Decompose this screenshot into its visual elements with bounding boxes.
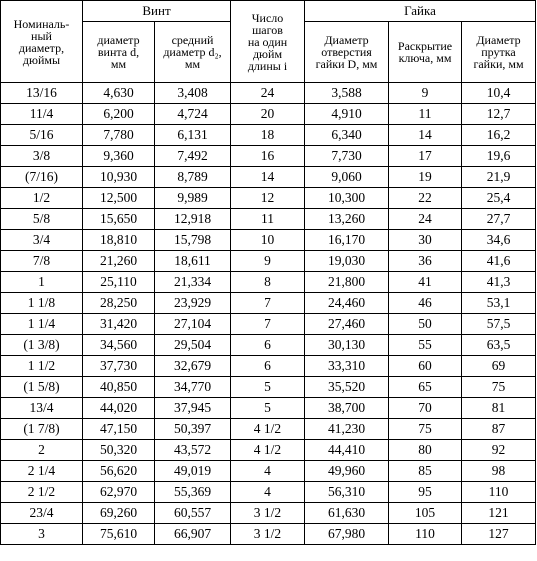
screw-outer-diameter-cell: 9,360: [83, 146, 155, 167]
screw-outer-diameter-cell: 6,200: [83, 104, 155, 125]
table-row: [1, 440, 536, 461]
screw-mean-diameter-cell: 23,929: [155, 293, 231, 314]
nut-bar-diameter-cell: 110: [462, 482, 536, 503]
wrench-opening-cell: 75: [389, 419, 462, 440]
nominal-diameter-cell: 1 1/2: [1, 356, 83, 377]
nominal-diameter-header: Номиналь- ный диаметр, дюймы: [1, 1, 83, 83]
screw-mean-diameter-cell: 43,572: [155, 440, 231, 461]
wrench-opening-cell: 85: [389, 461, 462, 482]
nut-group-header: Гайка: [305, 1, 536, 22]
nut-hole-diameter-cell: 9,060: [305, 167, 389, 188]
nut-bar-diameter-cell: 92: [462, 440, 536, 461]
threads-per-inch-cell: 14: [231, 167, 305, 188]
nut-bar-diameter-cell: 25,4: [462, 188, 536, 209]
wrench-opening-cell: 17: [389, 146, 462, 167]
table-row: [1, 209, 536, 230]
screw-outer-diameter-header: диаметр винта d, мм: [83, 22, 155, 83]
nut-hole-diameter-cell: 56,310: [305, 482, 389, 503]
nominal-diameter-cell: 2: [1, 440, 83, 461]
threads-per-inch-cell: 7: [231, 293, 305, 314]
nominal-diameter-cell: 7/8: [1, 251, 83, 272]
nut-bar-diameter-cell: 41,6: [462, 251, 536, 272]
nut-hole-diameter-cell: 49,960: [305, 461, 389, 482]
screw-outer-diameter-cell: 40,850: [83, 377, 155, 398]
nut-hole-diameter-cell: 13,260: [305, 209, 389, 230]
nut-hole-diameter-cell: 67,980: [305, 524, 389, 545]
wrench-opening-cell: 110: [389, 524, 462, 545]
screw-outer-diameter-cell: 7,780: [83, 125, 155, 146]
table-row: [1, 377, 536, 398]
threads-per-inch-cell: 3 1/2: [231, 524, 305, 545]
nut-bar-diameter-cell: 53,1: [462, 293, 536, 314]
screw-outer-diameter-cell: 31,420: [83, 314, 155, 335]
nut-hole-diameter-cell: 41,230: [305, 419, 389, 440]
threads-per-inch-cell: 5: [231, 377, 305, 398]
screw-mean-diameter-cell: 8,789: [155, 167, 231, 188]
threads-per-inch-cell: 20: [231, 104, 305, 125]
screw-outer-diameter-cell: 69,260: [83, 503, 155, 524]
wrench-opening-cell: 11: [389, 104, 462, 125]
nut-hole-diameter-cell: 10,300: [305, 188, 389, 209]
table-row: [1, 461, 536, 482]
nut-bar-diameter-cell: 57,5: [462, 314, 536, 335]
nominal-diameter-cell: 1: [1, 272, 83, 293]
screw-mean-diameter-cell: 50,397: [155, 419, 231, 440]
table-row: [1, 230, 536, 251]
table-row: [1, 503, 536, 524]
nominal-diameter-cell: (1 3/8): [1, 335, 83, 356]
screw-mean-diameter-cell: 21,334: [155, 272, 231, 293]
table-row: [1, 524, 536, 545]
screw-mean-diameter-cell: 7,492: [155, 146, 231, 167]
screw-mean-diameter-cell: 3,408: [155, 83, 231, 104]
nut-hole-diameter-cell: 4,910: [305, 104, 389, 125]
threads-per-inch-cell: 4 1/2: [231, 440, 305, 461]
screw-mean-diameter-cell: 29,504: [155, 335, 231, 356]
threads-per-inch-cell: 9: [231, 251, 305, 272]
nominal-diameter-cell: 13/4: [1, 398, 83, 419]
nominal-diameter-cell: 5/16: [1, 125, 83, 146]
threads-per-inch-cell: 4: [231, 482, 305, 503]
nut-bar-diameter-header: Диаметр прутка гайки, мм: [462, 22, 536, 83]
wrench-opening-cell: 22: [389, 188, 462, 209]
wrench-opening-cell: 55: [389, 335, 462, 356]
screw-outer-diameter-cell: 34,560: [83, 335, 155, 356]
screw-mean-diameter-cell: 49,019: [155, 461, 231, 482]
nominal-diameter-cell: 2 1/4: [1, 461, 83, 482]
screw-mean-diameter-cell: 37,945: [155, 398, 231, 419]
nut-bar-diameter-cell: 98: [462, 461, 536, 482]
nut-hole-diameter-cell: 7,730: [305, 146, 389, 167]
nominal-diameter-cell: 3: [1, 524, 83, 545]
threads-per-inch-cell: 18: [231, 125, 305, 146]
table-row: [1, 419, 536, 440]
nut-bar-diameter-cell: 69: [462, 356, 536, 377]
nominal-diameter-cell: 1 1/8: [1, 293, 83, 314]
screw-outer-diameter-cell: 47,150: [83, 419, 155, 440]
threads-per-inch-cell: 11: [231, 209, 305, 230]
wrench-opening-cell: 19: [389, 167, 462, 188]
table-row: [1, 83, 536, 104]
table-row: [1, 335, 536, 356]
screw-group-header: Винт: [83, 1, 231, 22]
nut-hole-diameter-cell: 38,700: [305, 398, 389, 419]
wrench-opening-cell: 70: [389, 398, 462, 419]
threads-per-inch-header: Число шагов на один дюйм длины i: [231, 1, 305, 83]
threads-per-inch-cell: 12: [231, 188, 305, 209]
threads-per-inch-cell: 16: [231, 146, 305, 167]
screw-mean-diameter-cell: 60,557: [155, 503, 231, 524]
wrench-opening-cell: 80: [389, 440, 462, 461]
nut-hole-diameter-cell: 35,520: [305, 377, 389, 398]
wrench-opening-cell: 65: [389, 377, 462, 398]
nominal-diameter-cell: 3/4: [1, 230, 83, 251]
nut-bar-diameter-cell: 12,7: [462, 104, 536, 125]
nut-hole-diameter-cell: 24,460: [305, 293, 389, 314]
nominal-diameter-cell: 1/2: [1, 188, 83, 209]
screw-mean-diameter-cell: 15,798: [155, 230, 231, 251]
threads-per-inch-cell: 6: [231, 335, 305, 356]
table-row: [1, 398, 536, 419]
nut-hole-diameter-cell: 3,588: [305, 83, 389, 104]
nut-hole-diameter-cell: 33,310: [305, 356, 389, 377]
nut-bar-diameter-cell: 34,6: [462, 230, 536, 251]
threads-per-inch-cell: 10: [231, 230, 305, 251]
nut-bar-diameter-cell: 41,3: [462, 272, 536, 293]
threads-per-inch-cell: 8: [231, 272, 305, 293]
wrench-opening-header: Раскрытие ключа, мм: [389, 22, 462, 83]
screw-outer-diameter-cell: 25,110: [83, 272, 155, 293]
nut-hole-diameter-cell: 30,130: [305, 335, 389, 356]
nominal-diameter-cell: (1 7/8): [1, 419, 83, 440]
wrench-opening-cell: 41: [389, 272, 462, 293]
threads-per-inch-cell: 6: [231, 356, 305, 377]
screw-mean-diameter-cell: 34,770: [155, 377, 231, 398]
screw-mean-diameter-cell: 27,104: [155, 314, 231, 335]
wrench-opening-cell: 9: [389, 83, 462, 104]
nominal-diameter-cell: 5/8: [1, 209, 83, 230]
table-row: [1, 146, 536, 167]
threads-per-inch-cell: 24: [231, 83, 305, 104]
table-row: [1, 356, 536, 377]
nut-bar-diameter-cell: 19,6: [462, 146, 536, 167]
nut-bar-diameter-cell: 63,5: [462, 335, 536, 356]
nominal-diameter-cell: 2 1/2: [1, 482, 83, 503]
screw-outer-diameter-cell: 4,630: [83, 83, 155, 104]
header-row-groups: [1, 1, 536, 22]
screw-outer-diameter-cell: 56,620: [83, 461, 155, 482]
nut-hole-diameter-cell: 27,460: [305, 314, 389, 335]
screw-outer-diameter-cell: 37,730: [83, 356, 155, 377]
nominal-diameter-cell: 1 1/4: [1, 314, 83, 335]
wrench-opening-cell: 50: [389, 314, 462, 335]
nut-hole-diameter-cell: 61,630: [305, 503, 389, 524]
threads-per-inch-cell: 4: [231, 461, 305, 482]
screw-mean-diameter-cell: 66,907: [155, 524, 231, 545]
screw-outer-diameter-cell: 18,810: [83, 230, 155, 251]
screw-mean-diameter-cell: 18,611: [155, 251, 231, 272]
wrench-opening-cell: 60: [389, 356, 462, 377]
table-row: [1, 251, 536, 272]
wrench-opening-cell: 105: [389, 503, 462, 524]
screw-outer-diameter-cell: 75,610: [83, 524, 155, 545]
screw-mean-diameter-header: средний диаметр d₂, мм: [155, 22, 231, 83]
screw-outer-diameter-cell: 44,020: [83, 398, 155, 419]
screw-mean-diameter-cell: 12,918: [155, 209, 231, 230]
screw-mean-diameter-cell: 4,724: [155, 104, 231, 125]
nominal-diameter-cell: 3/8: [1, 146, 83, 167]
wrench-opening-cell: 30: [389, 230, 462, 251]
table-row: [1, 125, 536, 146]
screw-outer-diameter-cell: 12,500: [83, 188, 155, 209]
screw-outer-diameter-cell: 28,250: [83, 293, 155, 314]
nominal-diameter-cell: (1 5/8): [1, 377, 83, 398]
threads-per-inch-cell: 3 1/2: [231, 503, 305, 524]
screw-mean-diameter-cell: 9,989: [155, 188, 231, 209]
screw-outer-diameter-cell: 21,260: [83, 251, 155, 272]
nut-bar-diameter-cell: 27,7: [462, 209, 536, 230]
table-body: [1, 83, 536, 545]
threads-per-inch-cell: 7: [231, 314, 305, 335]
screw-outer-diameter-cell: 10,930: [83, 167, 155, 188]
nut-bar-diameter-cell: 127: [462, 524, 536, 545]
nut-hole-diameter-cell: 21,800: [305, 272, 389, 293]
wrench-opening-cell: 46: [389, 293, 462, 314]
wrench-opening-cell: 14: [389, 125, 462, 146]
nut-bar-diameter-cell: 16,2: [462, 125, 536, 146]
nut-bar-diameter-cell: 121: [462, 503, 536, 524]
nut-hole-diameter-cell: 19,030: [305, 251, 389, 272]
table-header: [1, 1, 536, 83]
table-row: [1, 293, 536, 314]
screw-mean-diameter-cell: 32,679: [155, 356, 231, 377]
table-row: [1, 482, 536, 503]
table-row: [1, 188, 536, 209]
nut-bar-diameter-cell: 75: [462, 377, 536, 398]
nominal-diameter-cell: (7/16): [1, 167, 83, 188]
table-row: [1, 272, 536, 293]
wrench-opening-cell: 36: [389, 251, 462, 272]
screw-outer-diameter-cell: 50,320: [83, 440, 155, 461]
nut-hole-diameter-cell: 6,340: [305, 125, 389, 146]
table-row: [1, 167, 536, 188]
threads-per-inch-cell: 5: [231, 398, 305, 419]
nut-bar-diameter-cell: 10,4: [462, 83, 536, 104]
screw-outer-diameter-cell: 62,970: [83, 482, 155, 503]
screw-mean-diameter-cell: 6,131: [155, 125, 231, 146]
nut-hole-diameter-cell: 44,410: [305, 440, 389, 461]
screw-mean-diameter-cell: 55,369: [155, 482, 231, 503]
screw-outer-diameter-cell: 15,650: [83, 209, 155, 230]
nominal-diameter-cell: 13/16: [1, 83, 83, 104]
wrench-opening-cell: 24: [389, 209, 462, 230]
nut-bar-diameter-cell: 21,9: [462, 167, 536, 188]
nut-hole-diameter-header: Диаметр отверстия гайки D, мм: [305, 22, 389, 83]
nut-bar-diameter-cell: 81: [462, 398, 536, 419]
table-row: [1, 314, 536, 335]
nut-bar-diameter-cell: 87: [462, 419, 536, 440]
nominal-diameter-cell: 11/4: [1, 104, 83, 125]
threads-per-inch-cell: 4 1/2: [231, 419, 305, 440]
nominal-diameter-cell: 23/4: [1, 503, 83, 524]
nut-hole-diameter-cell: 16,170: [305, 230, 389, 251]
wrench-opening-cell: 95: [389, 482, 462, 503]
table-row: [1, 104, 536, 125]
